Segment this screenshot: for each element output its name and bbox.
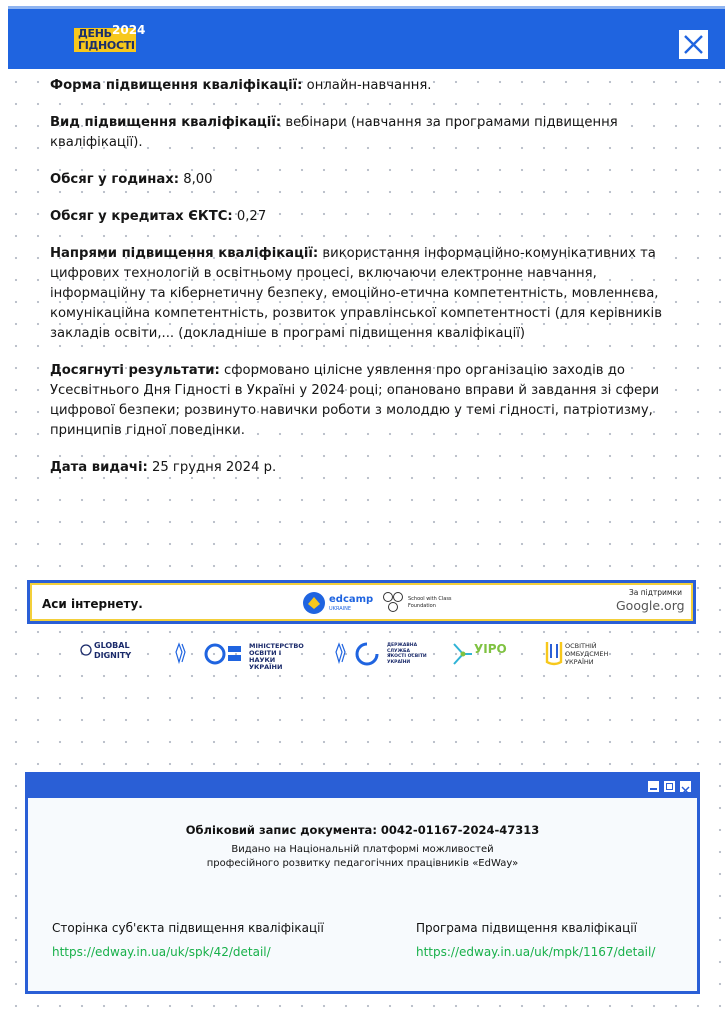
certificate-details (50, 76, 670, 495)
google-support-logo: За підтримки Google.org (616, 588, 685, 613)
dignity-day-logo (74, 23, 150, 55)
global-dignity-logo: GLOBAL DIGNITY (80, 636, 144, 672)
ministry-logo: МІНІСТЕРСТВО ОСВІТИ І НАУКИ УКРАЇНИ (175, 636, 305, 672)
minimize-icon[interactable] (648, 781, 659, 792)
subject-link[interactable]: https://edway.in.ua/uk/spk/42/detail/ (52, 945, 271, 959)
issued-text: Видано на Національній платформі можливостей професійного розвитку педагогічних працівників «EdWay» (206, 844, 519, 869)
document-record-panel (25, 772, 700, 994)
logo-line1: ДЕНЬ (78, 27, 112, 40)
subject-label: Сторінка суб'єкта підвищення кваліфікації (52, 921, 324, 935)
field-type: Вид підвищення кваліфікації: вебінари (навчання за програмами підвищення кваліфікації). (50, 115, 618, 150)
field-issue-date: Дата видачі: 25 грудня 2024 р. (50, 460, 277, 475)
field-results: Досягнуті результати: сформовано цілісне уявлення про організацію заходів до Усесвітнього Дня Гідності в Україні у 2024 році; опановано вправи й завдання зі сфери цифрової безпеки; розвинуто навички роботи з молоддю у темі гідності, патріотизму, принципів гідної поведінки. (50, 363, 660, 438)
close-button[interactable] (679, 30, 708, 59)
field-credits: Обсяг у кредитах ЄКТС: 0,27 (50, 209, 267, 224)
program-block (416, 921, 655, 959)
slogan: Аси інтернету. (42, 597, 143, 611)
logo-year: 2024 (112, 23, 146, 37)
program-link[interactable]: https://edway.in.ua/uk/mpk/1167/detail/ (416, 945, 656, 959)
panel-title-bar (28, 775, 697, 798)
header-bar (8, 6, 725, 69)
field-directions: Напрями підвищення кваліфікації: використання інформаційно-комунікативних та цифрових технологій в освітньому процесі, включаючи електронне навчання, інформаційну та кібернетичну безпеку, емоційно-етична компетентність, мовленнєва, комунікаційна компетентність, розвиток управлінської компетентності (для керівників закладів освіти,... (докладніше в програмі підвищення кваліфікації) (50, 246, 662, 341)
panel-close-icon[interactable] (680, 781, 691, 792)
subject-block (52, 921, 324, 959)
record-line: Обліковий запис документа: 0042-01167-2024-47313 (185, 823, 540, 837)
uiro-logo: УІРО (452, 636, 516, 672)
maximize-icon[interactable] (664, 781, 675, 792)
field-hours: Обсяг у годинах: 8,00 (50, 172, 213, 187)
edcamp-logo: edcamp UKRAINE (302, 591, 372, 617)
program-label: Програма підвищення кваліфікації (416, 921, 637, 935)
ombudsman-logo: ОСВІТНІЙ ОМБУДСМЕН УКРАЇНИ (545, 636, 620, 672)
logo-line2: ГІДНОСТІ (78, 39, 135, 52)
close-icon (680, 31, 707, 58)
field-form: Форма підвищення кваліфікації: онлайн-навчання. (50, 78, 432, 93)
dsyao-logo: ДЕРЖАВНА СЛУЖБА ЯКОСТІ ОСВІТИ УКРАЇНИ (335, 636, 430, 672)
partner-logos-row (0, 636, 725, 676)
partners-banner (27, 580, 696, 624)
school-with-class-logo: School with Class Foundation (383, 590, 463, 618)
